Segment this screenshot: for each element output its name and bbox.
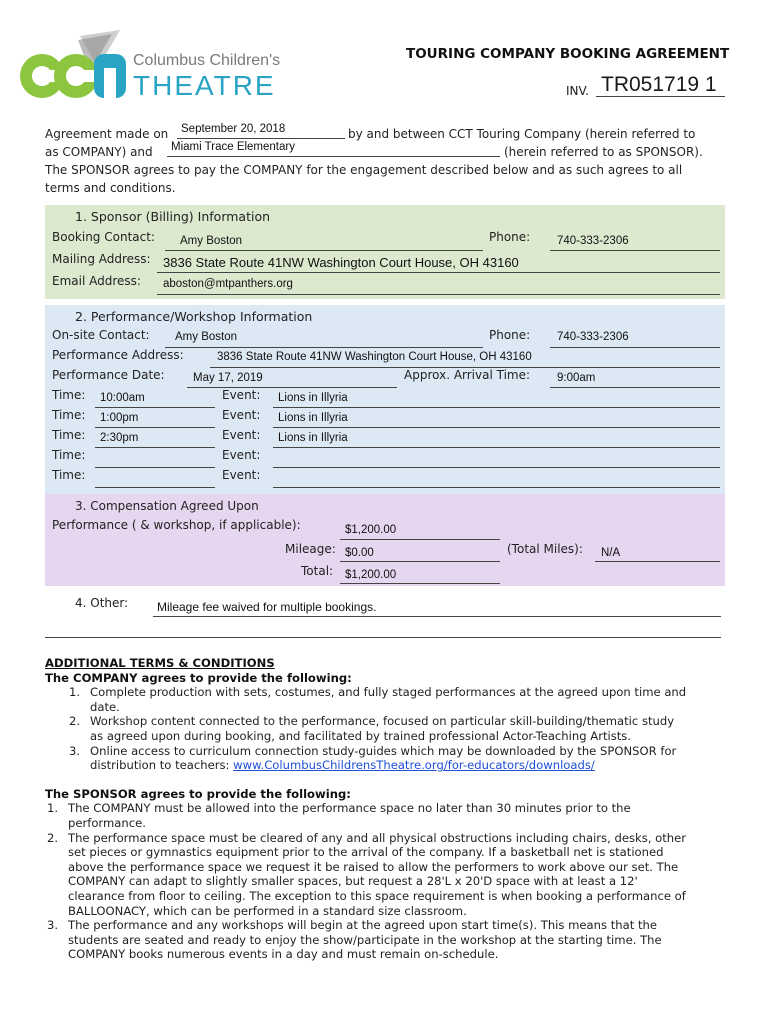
sponsor-billing-section [45,205,725,299]
time-label: Time: [52,448,86,462]
time-label: Time: [52,428,86,442]
inv-label: INV. [566,84,589,98]
time-field[interactable]: 10:00am [100,392,145,404]
arrival-time-field[interactable]: 9:00am [557,372,596,384]
schedule-row [45,448,725,468]
other-underline [153,616,721,617]
mailing-address-field[interactable]: 3836 State Route 41NW Washington Court House, OH 43160 [163,255,519,270]
sponsor-phone-label: Phone: [489,230,531,244]
intro-between: by and between CCT Touring Company (herein referred to [348,127,696,141]
company-agrees-heading: The COMPANY agrees to provide the following: [45,670,352,685]
time-label: Time: [52,388,86,402]
total-underline [340,583,500,584]
onsite-contact-label: On-site Contact: [52,328,150,342]
intro-line3: The SPONSOR agrees to pay the COMPANY for the engagement described below and as such agrees to all [45,163,683,177]
time-field[interactable]: 1:00pm [100,412,139,424]
performance-section [45,305,725,494]
agreement-date-underline [177,138,345,139]
time-label: Time: [52,468,86,482]
performance-fee-field[interactable]: $1,200.00 [345,524,397,536]
event-label: Event: [222,428,261,442]
sponsor-agrees-heading: The SPONSOR agrees to provide the following: [45,786,351,801]
intro-as-company: as COMPANY) and [45,145,153,159]
performance-fee-label: Performance ( & workshop, if applicable): [52,518,301,532]
sponsor-terms-list [23,801,735,962]
compensation-section [45,494,725,586]
event-label: Event: [222,388,261,402]
arrival-time-label: Approx. Arrival Time: [404,368,531,382]
performance-section-heading: 2. Performance/Workshop Information [75,309,313,324]
logo-name-line2: THEATRE [133,70,276,101]
list-item: 3. The performance and any workshops will begin at the agreed upon start time(s). This means that the students are seated and ready to enjoy the show/participate in the workshop at the starting time. The COMPANY books numerous events in a day and must remain on-schedule. [47,918,662,962]
performance-fee-underline [340,539,500,540]
schedule-row [45,428,725,448]
booking-contact-underline [165,250,483,251]
total-miles-label: (Total Miles): [507,542,583,556]
event-underline [273,487,720,488]
mailing-address-underline [157,272,720,273]
company-terms-list [45,685,735,773]
total-miles-underline [595,561,720,562]
intro-line4: terms and conditions. [45,181,176,195]
sponsor-section-heading: 1. Sponsor (Billing) Information [75,209,271,224]
inv-underline [596,96,725,97]
inv-value[interactable]: TR051719 1 [601,73,717,96]
time-underline [95,487,215,488]
intro-made-on: Agreement made on [45,127,169,141]
event-field[interactable]: Lions in Illyria [278,432,348,444]
onsite-contact-field[interactable]: Amy Boston [175,331,237,343]
list-item: 1. Complete production with sets, costumes, and fully staged performances at the agreed upon time and date. [69,685,687,714]
time-label: Time: [52,408,86,422]
terms-heading: ADDITIONAL TERMS & CONDITIONS [45,656,275,670]
schedule-row [45,388,725,408]
intro-herein-sponsor: (herein referred to as SPONSOR). [504,145,703,159]
sponsor-name-underline [167,156,500,157]
performance-address-label: Performance Address: [52,348,184,362]
agreement-date-field[interactable]: September 20, 2018 [181,123,286,135]
other-second-line [45,637,721,638]
email-address-label: Email Address: [52,274,141,288]
total-field[interactable]: $1,200.00 [345,569,397,581]
event-label: Event: [222,408,261,422]
performance-phone-label: Phone: [489,328,531,342]
mileage-field[interactable]: $0.00 [345,547,374,559]
email-address-underline [157,294,720,295]
schedule-row [45,408,725,428]
list-item: 2. The performance space must be cleared of any and all physical obstructions including chairs, desks, other set pieces or gymnastics equipment prior to the arrival of the company. If a basketball net is stationed above the performance space we request it be raised to allow the performers to work above our set. The COMPANY can adapt to slightly smaller spaces, but request a 28'L x 20'D space with at least a 12' clearance from floor to ceiling. The exception to this space requirement is when booking a performance of BALLOONACY, which can be performed in a standard size classroom. [47,830,687,918]
mileage-label: Mileage: [285,542,336,556]
mileage-underline [340,561,500,562]
sponsor-phone-field[interactable]: 740-333-2306 [557,235,629,247]
additional-terms [45,656,735,962]
sponsor-name-field[interactable]: Miami Trace Elementary [171,141,295,153]
performance-phone-underline [550,347,720,348]
total-label: Total: [301,564,334,578]
total-miles-field[interactable]: N/A [601,547,621,559]
list-item: 3. Online access to curriculum connection study-guides which may be downloaded by the SPONSOR for distribution to teachers: www.ColumbusChildrensTheatre.org/for-educators/downloads/ [69,743,677,773]
time-field[interactable]: 2:30pm [100,432,139,444]
other-label: 4. Other: [75,596,129,610]
cct-logo-mark [20,28,130,106]
booking-contact-label: Booking Contact: [52,230,155,244]
booking-contact-field[interactable]: Amy Boston [180,235,242,247]
cct-logo [20,28,290,106]
sponsor-phone-underline [550,250,720,251]
event-label: Event: [222,448,261,462]
schedule-row [45,468,725,488]
list-item: 2. Workshop content connected to the performance, focused on particular skill-building/thematic study as agreed upon during booking, and facilitated by trained professional Actor-Teaching Artists. [69,714,675,743]
event-label: Event: [222,468,261,482]
document-title: TOURING COMPANY BOOKING AGREEMENT [406,46,730,62]
performance-phone-field[interactable]: 740-333-2306 [557,331,629,343]
list-item: 1. The COMPANY must be allowed into the performance space no later than 30 minutes prior to the performance. [47,801,631,830]
compensation-section-heading: 3. Compensation Agreed Upon [75,499,259,513]
curriculum-downloads-link[interactable]: www.ColumbusChildrensTheatre.org/for-educators/downloads/ [233,758,595,773]
performance-address-field[interactable]: 3836 State Route 41NW Washington Court House, OH 43160 [217,351,532,363]
event-field[interactable]: Lions in Illyria [278,392,348,404]
email-address-field[interactable]: aboston@mtpanthers.org [163,278,293,290]
logo-name-line1: Columbus Children's [133,52,281,69]
onsite-contact-underline [165,347,483,348]
other-field[interactable]: Mileage fee waived for multiple bookings. [157,600,377,614]
performance-date-field[interactable]: May 17, 2019 [193,372,263,384]
performance-date-label: Performance Date: [52,368,165,382]
event-field[interactable]: Lions in Illyria [278,412,348,424]
mailing-address-label: Mailing Address: [52,252,151,266]
